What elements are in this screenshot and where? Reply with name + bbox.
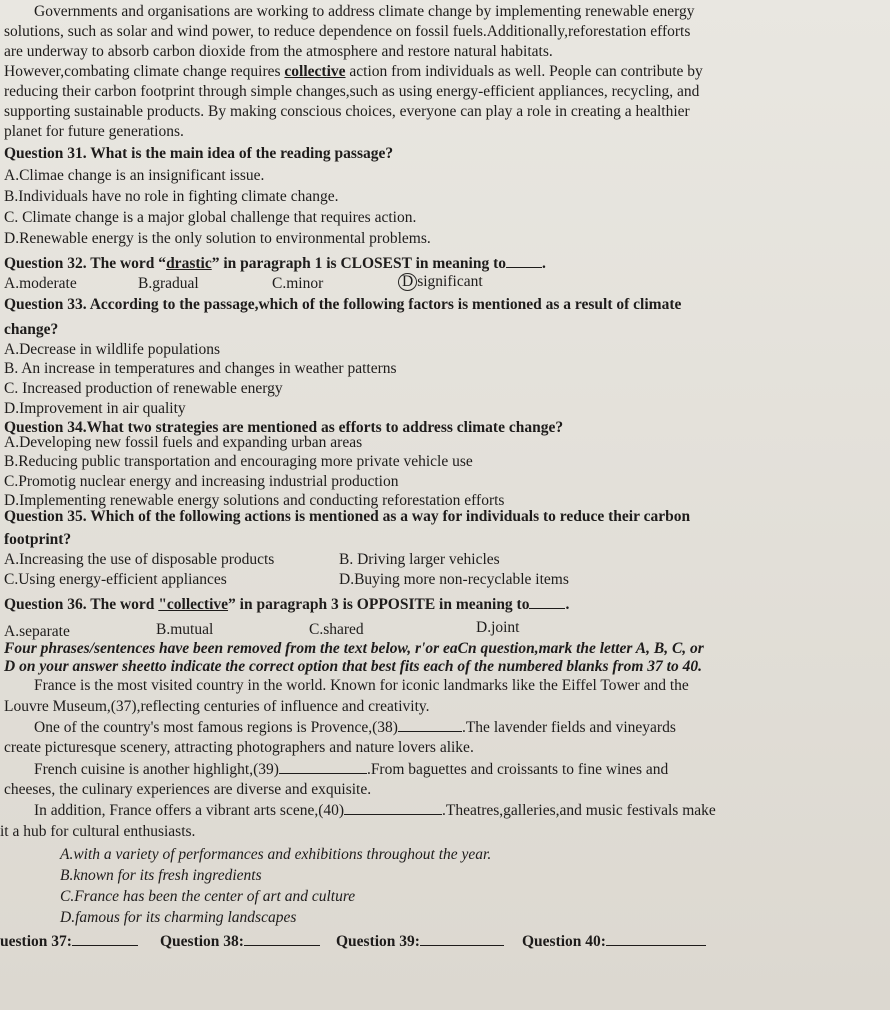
blank-39 [279,759,367,774]
question-32-option-b: B.gradual [138,275,199,292]
question-31-option-c: C. Climate change is a major global challenge that requires action. [4,209,417,226]
question-32-stem [4,253,546,274]
passage-1-line-5: reducing their carbon footprint through simple changes,such as using energy-efficient appliances, recycling, and [4,83,700,100]
passage-2-line-5 [34,759,668,780]
passage-2-line-4: create picturesque scenery, attracting photographers and nature lovers alike. [4,739,474,756]
question-33-stem-line-2: change? [4,321,59,338]
question-34-option-b: B.Reducing public transportation and encouraging more private vehicle use [4,453,473,470]
question-32-option-d-circle: D [398,273,417,291]
passage-2-line-1: France is the most visited country in the world. Known for iconic landmarks like the Eiffel Tower and the [34,677,689,694]
question-33-option-d: D.Improvement in air quality [4,400,186,417]
question-32-period: . [542,255,546,272]
answer-40 [522,931,706,952]
passage-1-line-4 [4,62,703,82]
question-35-option-c: C.Using energy-efficient appliances [4,571,227,588]
passage-2-line-2: Louvre Museum,(37),reflecting centuries of influence and creativity. [4,698,430,715]
passage-2-line-6: cheeses, the culinary experiences are diverse and exquisite. [4,781,372,798]
passage-1-line-4-start: However,combating climate change requires [4,63,285,80]
question-36-stem [4,594,569,615]
question-34-option-d: D.Implementing renewable energy solutions and conducting reforestation efforts [4,492,505,509]
question-34-option-c: C.Promotig nuclear energy and increasing industrial production [4,473,399,490]
question-34-stem: Question 34.What two strategies are mentioned as efforts to address climate change? [4,419,564,436]
passage-2-line-5-start: French cuisine is another highlight,(39) [34,761,279,778]
blank-40 [344,800,442,815]
question-36-stem-start: Question 36. The word [4,596,159,613]
question-35-option-b: B. Driving larger vehicles [339,551,500,568]
answer-37-label: uestion 37: [0,933,72,950]
answer-40-label: Question 40: [522,933,606,950]
answer-38-blank[interactable] [244,931,320,946]
question-31-stem: Question 31. What is the main idea of the reading passage? [4,145,394,162]
question-33-stem-line-1: Question 33. According to the passage,which of the following factors is mentioned as a result of climate [4,296,682,313]
word-collective: collective [284,63,346,80]
passage-1-line-3: are underway to absorb carbon dioxide from the atmosphere and restore natural habitats. [4,43,553,60]
question-36-option-c: C.shared [309,621,364,638]
question-31-option-b: B.Individuals have no role in fighting climate change. [4,188,339,205]
fill-option-b: B.known for its fresh ingredients [60,867,262,884]
question-32-option-d [398,272,483,292]
passage-1-line-7: planet for future generations. [4,123,184,140]
passage-2-line-3-end: .The lavender fields and vineyards [461,719,676,736]
answer-38-label: Question 38: [160,933,244,950]
question-33-option-c: C. Increased production of renewable energy [4,380,283,397]
passage-1-line-1: Governments and organisations are working to address climate change by implementing renewable energy [34,3,695,20]
passage-2-line-5-end: .From baguettes and croissants to fine wines and [366,761,669,778]
passage-2-line-7-end: .Theatres,galleries,and music festivals make [442,802,716,819]
question-36-option-b: B.mutual [156,621,214,638]
passage-1-line-2: solutions, such as solar and wind power, to reduce dependence on fossil fuels.Additionally,reforestation efforts [4,23,691,40]
fill-option-c: C.France has been the center of art and culture [60,888,356,905]
question-31-option-d: D.Renewable energy is the only solution to environmental problems. [4,230,431,247]
question-31-option-a: A.Climae change is an insignificant issue. [4,167,265,184]
passage-1-line-6: supporting sustainable products. By making conscious choices, everyone can play a role in creating a healthier [4,103,690,120]
question-36-option-a: A.separate [4,623,70,640]
question-36-period: . [565,596,570,613]
instructions-line-1: Four phrases/sentences have been removed from the text below, r'or eaCn question,mark the letter A, B, C, or [4,640,704,657]
passage-2-line-3 [34,717,676,738]
word-collective-quoted: "collective [158,596,229,613]
question-36-blank [529,594,565,609]
passage-2-line-7-start: In addition, France offers a vibrant arts scene,(40) [34,802,345,819]
answer-39-blank[interactable] [420,931,504,946]
fill-option-d: D.famous for its charming landscapes [60,909,297,926]
answer-37 [0,931,138,952]
question-35-stem-line-2: footprint? [4,531,72,548]
question-32-stem-end: ” in paragraph 1 is CLOSEST in meaning to [211,255,506,272]
question-35-option-a: A.Increasing the use of disposable products [4,551,275,568]
passage-1-line-4-rest: action from individuals as well. People can contribute by [345,63,703,80]
question-32-stem-start: Question 32. The word “ [4,255,167,272]
question-35-stem-line-1: Question 35. Which of the following actions is mentioned as a way for individuals to reduce their carbon [4,508,691,525]
question-32-blank [506,253,542,268]
answer-38 [160,931,320,952]
passage-2-line-3-start: One of the country's most famous regions is Provence,(38) [34,719,398,736]
answer-37-blank[interactable] [72,931,138,946]
passage-2-line-7 [34,800,716,821]
question-36-option-d: D.joint [476,619,520,636]
question-32-option-d-text: significant [417,273,483,290]
question-32-option-a: A.moderate [4,275,77,292]
answer-39 [336,931,504,952]
question-32-option-c: C.minor [272,275,324,292]
question-36-stem-end: ” in paragraph 3 is OPPOSITE in meaning to [228,596,530,613]
answer-40-blank[interactable] [606,931,706,946]
question-34-option-a: A.Developing new fossil fuels and expanding urban areas [4,434,363,451]
question-33-option-a: A.Decrease in wildlife populations [4,341,221,358]
word-drastic: drastic [166,255,212,272]
fill-option-a: A.with a variety of performances and exhibitions throughout the year. [60,846,492,863]
passage-2-line-8: it a hub for cultural enthusiasts. [0,823,196,840]
instructions-line-2: D on your answer sheetto indicate the correct option that best fits each of the numbered blanks from 37 to 40. [4,658,702,675]
question-33-option-b: B. An increase in temperatures and changes in weather patterns [4,360,397,377]
question-35-option-d: D.Buying more non-recyclable items [339,571,569,588]
answer-39-label: Question 39: [336,933,420,950]
blank-38 [398,717,462,732]
